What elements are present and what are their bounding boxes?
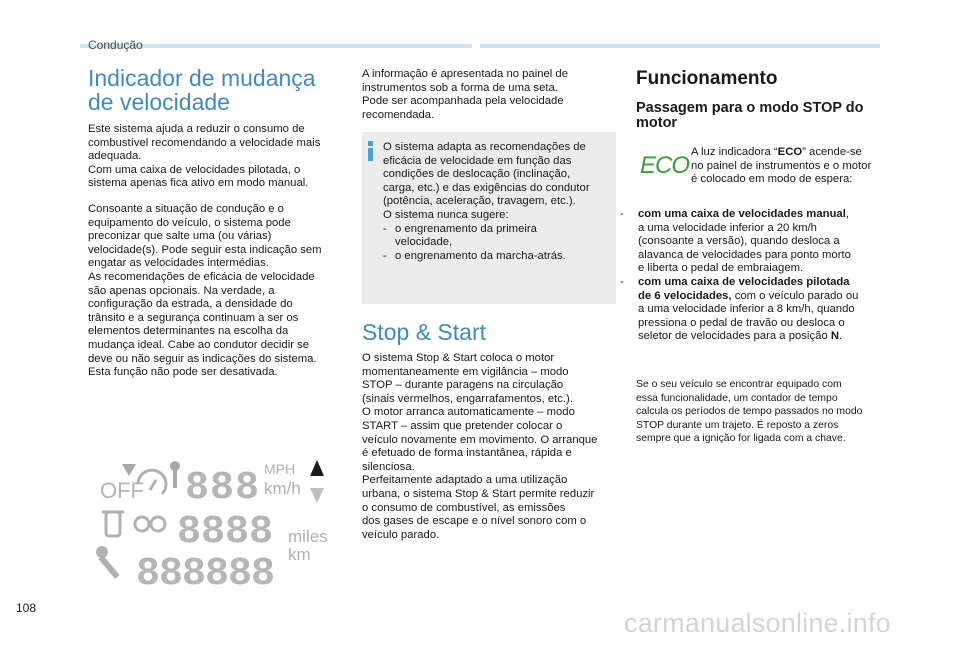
stop-timer-note [636, 378, 906, 446]
upshift-arrow-icon [310, 460, 324, 476]
middle-intro [362, 68, 616, 122]
text-line: A informação é apresentada no painel de [362, 68, 569, 80]
text-line: sempre que a ignição for ligada com a chave. [636, 433, 846, 445]
info-box-text [383, 141, 611, 263]
text-span: , [845, 208, 849, 220]
list-dash: - [383, 222, 387, 235]
stop-conditions-list [620, 208, 900, 344]
glow-plug-icon [135, 517, 165, 531]
text-line: velocidade, [395, 236, 453, 249]
off-label: OFF [100, 478, 144, 503]
text-line: trânsito e a segurança continuam a ser os [88, 311, 299, 324]
text-line: preconizar que salte uma (ou várias) [88, 230, 272, 243]
text-line: elementos determinantes na escolha da [88, 325, 289, 338]
text-line [638, 290, 900, 304]
text-line: (potência, aceleração, travagem, etc.). [383, 195, 576, 208]
text-line: essa funcionalidade, um contador de tempo [636, 392, 838, 404]
text-line: calcula os períodos de tempo passados no modo [636, 406, 863, 418]
text-span: . [838, 330, 843, 343]
stop-start-title: Stop & Start [362, 319, 487, 345]
text-line: velocidade(s). Pode seguir esta indicação sem [88, 243, 322, 256]
text-line: condições de deslocação (inclinação, [383, 168, 571, 181]
text-line: STOP durante um trajeto. É reposto a zeros [636, 419, 839, 431]
instrument-panel-illustration [92, 456, 342, 588]
unit-km: km [288, 545, 311, 564]
key-icon [170, 461, 180, 471]
text-line: sistema apenas fica ativo em modo manual. [88, 177, 309, 190]
bold-span: de 6 velocidades, [638, 289, 732, 302]
text-line: Perfeitamente adaptado a uma utilização [362, 474, 568, 487]
text-line: motor [636, 115, 678, 131]
text-line: Com uma caixa de velocidades pilotada, o [88, 163, 301, 176]
text-line: Este sistema ajuda a reduzir o consumo de [88, 123, 305, 135]
service-icon [102, 512, 124, 536]
header-rule-right [480, 44, 880, 48]
stop-mode-subtitle [636, 101, 896, 131]
text-line: veículo parado. [362, 528, 440, 541]
section-label: Condução [88, 38, 143, 52]
text-line: mudança ideal. Cabe ao condutor decidir se [88, 338, 310, 351]
text-line: Consoante a situação de condução e o [88, 202, 284, 215]
text-span: seletor de velocidades para a posição [638, 330, 831, 343]
text-line: adequada. [88, 150, 142, 163]
text-line: alavanca de velocidades para ponto morto [638, 248, 851, 261]
text-line: STOP – durante paragens na circulação [362, 379, 564, 392]
text-line: e liberta o pedal de embraiagem. [638, 262, 804, 275]
list-item [620, 208, 900, 276]
wrench-icon [96, 546, 120, 579]
info-icon [368, 141, 373, 161]
stop-start-text [362, 352, 616, 542]
eco-indicator-icon [640, 152, 690, 180]
bold-span: com uma caixa de velocidades pilotada [638, 275, 850, 288]
eco-description [691, 146, 891, 187]
text-line: veículo novamente em movimento. O arranque [362, 433, 598, 446]
text-line: instrumentos sob a forma de uma seta. [362, 81, 558, 94]
text-line: a uma velocidade inferior a 8 km/h, quando [638, 303, 855, 316]
text-span: com o veículo parado ou [731, 289, 859, 302]
left-column [88, 66, 343, 380]
text-line: o consumo de combustível, as emissões [362, 501, 566, 514]
text-line: urbana, o sistema Stop & Start permite reduzir [362, 487, 595, 500]
text-line [691, 146, 891, 160]
text-line: (consoante a versão), quando desloca a [638, 235, 840, 248]
text-line: no painel de instrumentos e o motor [691, 159, 872, 172]
list-dash: - [620, 208, 624, 220]
text-line: START – assim que pretender colocar o [362, 419, 563, 432]
left-paragraph-1 [88, 123, 343, 191]
text-span: A luz indicadora “ [691, 146, 778, 158]
downshift-arrow-icon [310, 488, 324, 503]
text-line: Se o seu veículo se encontrar equipado com [636, 379, 842, 390]
eco-icon-label: ECO [640, 152, 690, 179]
unit-kmh: km/h [264, 479, 301, 498]
text-line: As recomendações de eficácia de velocidade [88, 270, 315, 283]
list-item [620, 276, 900, 344]
text-line: é colocado em modo de espera: [691, 173, 853, 186]
watermark: carmanualsonline.info [624, 608, 891, 638]
operation-title: Funcionamento [636, 68, 778, 89]
text-line: O sistema nunca sugere: [383, 208, 509, 221]
list-item [383, 250, 611, 264]
text-line: a uma velocidade inferior a 20 km/h [638, 221, 817, 234]
text-line: O sistema adapta as recomendações de [383, 141, 586, 153]
text-line: silenciosa. [362, 460, 415, 473]
text-line: Pode ser acompanhada pela velocidade [362, 95, 564, 108]
bold-span: N [830, 330, 839, 343]
text-line: equipamento do veículo, o sistema pode [88, 216, 291, 229]
text-line: são apenas opcionais. Na verdade, a [88, 284, 275, 297]
page-number: 108 [16, 601, 37, 615]
text-line: eficácia de velocidade em função das [383, 154, 572, 167]
text-line: é efetuado de forma instantânea, rápida e [362, 447, 572, 460]
bold-span: com uma caixa de velocidades manual [638, 208, 846, 220]
text-span: ” acende-se [802, 146, 862, 158]
digits-mid: 8888 [177, 510, 274, 555]
list-item [383, 223, 611, 250]
text-line [638, 276, 900, 290]
eco-bold: ECO [777, 146, 803, 158]
gear-indicator-title-text: Indicador de mudança de velocidade [88, 65, 316, 115]
digits-top: 888 [185, 466, 261, 511]
text-line: o engrenamento da marcha-atrás. [395, 249, 566, 262]
text-line [638, 208, 900, 222]
text-line: dos gases de escape e o nível sonoro com o [362, 515, 587, 528]
text-line [638, 330, 900, 344]
gear-indicator-title [88, 66, 343, 114]
list-dash: - [620, 275, 624, 288]
text-line: recomendada. [362, 108, 435, 121]
text-line: momentaneamente em vigilância – modo [362, 365, 569, 378]
warning-triangle-icon [122, 464, 136, 476]
text-line: deve ou não seguir as indicações do sistema. [88, 352, 317, 365]
digits-bottom: 888888 [136, 552, 275, 588]
text-line: engatar as velocidades intermédias. [88, 257, 269, 270]
text-line: O sistema Stop & Start coloca o motor [362, 352, 555, 364]
text-line: combustível recomendando a velocidade mais [88, 136, 321, 149]
text-line: Passagem para o modo STOP do [636, 100, 864, 116]
list-dash: - [383, 249, 387, 262]
text-line: pressiona o pedal de travão ou desloca o [638, 316, 845, 329]
text-line: configuração da estrada, a densidade do [88, 298, 293, 311]
text-line: o engrenamento da primeira [395, 222, 537, 235]
text-line: (sinais vermelhos, engarrafamentos, etc.). [362, 392, 573, 405]
text-line: carga, etc.) e das exigências do condutor [383, 181, 590, 194]
unit-mph: MPH [264, 461, 296, 477]
text-line: Esta função não pode ser desativada. [88, 366, 278, 379]
left-paragraph-2 [88, 203, 343, 380]
unit-miles: miles [288, 527, 328, 546]
text-line: O motor arranca automaticamente – modo [362, 406, 575, 419]
